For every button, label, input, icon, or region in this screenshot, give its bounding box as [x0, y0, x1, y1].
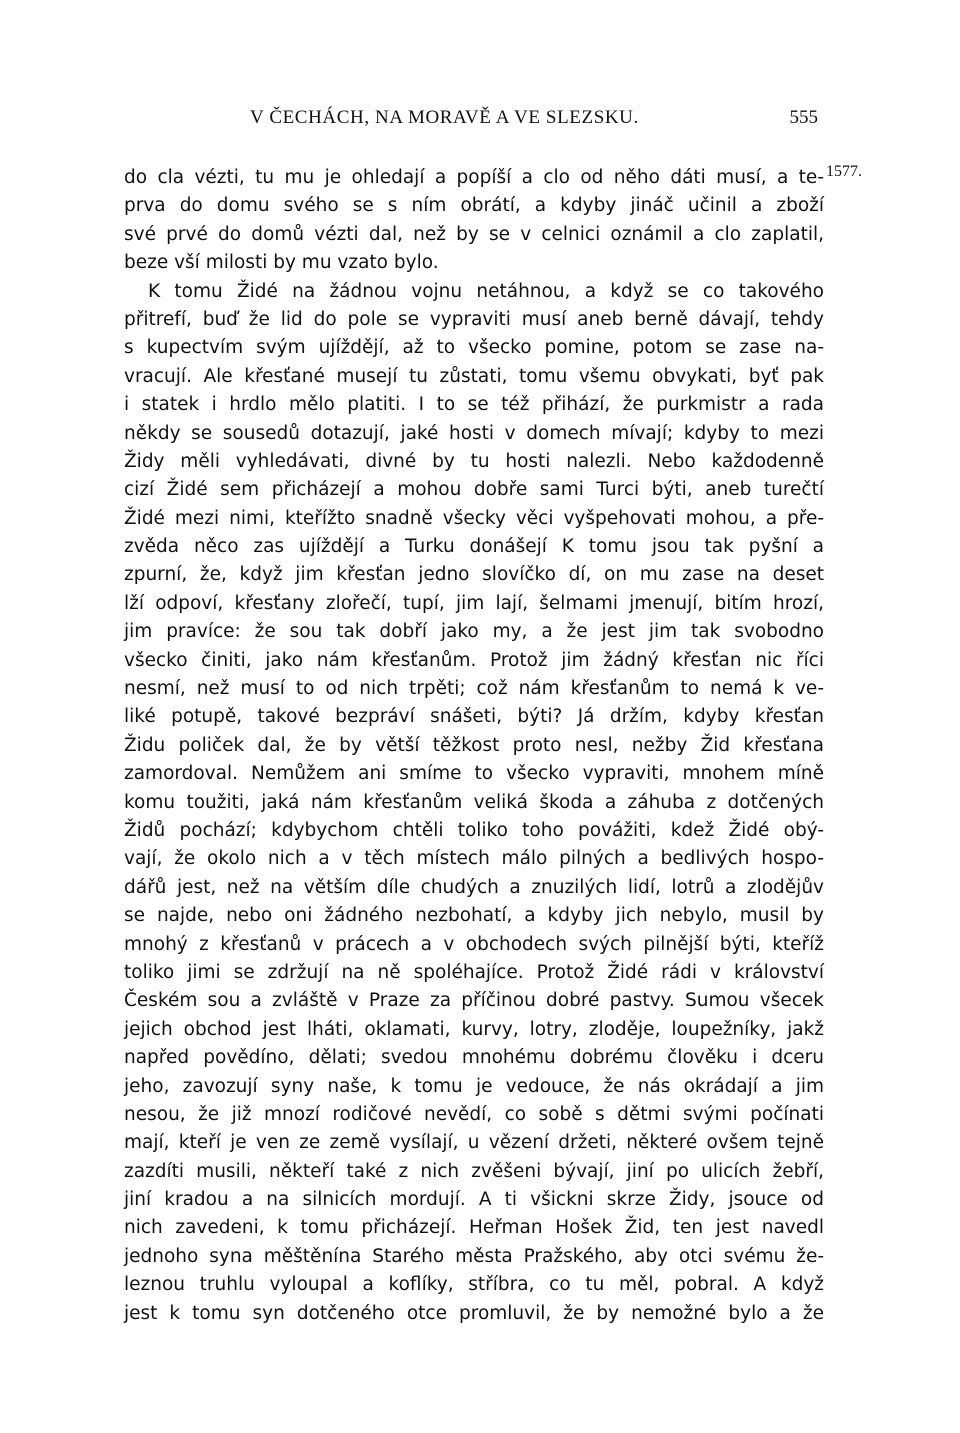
- text-line: zamordoval. Nemůžem ani smíme to všecko vypraviti, mnohem míně: [124, 763, 824, 785]
- running-head: [250, 107, 818, 137]
- text-line: jednoho syna měštěnína Starého města Pražského, aby otci svému že-: [124, 1245, 824, 1267]
- text-line: beze vší milosti by mu vzato bylo.: [124, 252, 439, 274]
- text-line: nesou, že již mnozí rodičové nevědí, co sobě s dětmi svými počínati: [124, 1103, 824, 1125]
- text-line: komu toužiti, jaká nám křesťanům veliká škoda a záhuba z dotčených: [124, 791, 824, 813]
- text-line: zpurní, že, když jim křesťan jedno slovíčko dí, on mu zase na deset: [124, 564, 824, 586]
- text-line: jim pravíce: že sou tak dobří jako my, a že jest jim tak svobodno: [124, 621, 824, 643]
- text-line: zazdíti musili, někteří také z nich zvěšeni bývají, jiní po ulicích žebří,: [124, 1160, 824, 1182]
- text-line: vracují. Ale křesťané musejí tu zůstati, tomu všemu obvykati, byť pak: [124, 365, 824, 387]
- text-line: toliko jimi se zdržují na ně spoléhajíce. Protož Židé rádi v království: [124, 961, 824, 983]
- text-line: do cla vézti, tu mu je ohledají a popíší a clo od něho dáti musí, a te-: [124, 167, 824, 188]
- text-line: cizí Židé sem přicházejí a mohou dobře sami Turci býti, aneb turečtí: [124, 479, 824, 501]
- text-line: leznou truhlu vyloupal a koflíky, stříbra, co tu měl, pobral. A když: [124, 1274, 824, 1296]
- running-title: V ČECHÁCH, NA MORAVĚ A VE SLEZSKU.: [250, 107, 639, 128]
- text-line: lží odpoví, křesťany zlořečí, tupí, jim lají, šelmami jmenují, bitím hrozí,: [124, 592, 824, 614]
- paragraph-2: [124, 278, 824, 1328]
- text-line: vají, že okolo nich a v těch místech málo pilných a bedlivých hospo-: [124, 848, 824, 870]
- text-line: se najde, nebo oni žádného nezbohatí, a kdyby jich nebylo, musil by: [124, 905, 824, 927]
- text-line: K tomu Židé na žádnou vojnu netáhnou, a když se co takového: [148, 280, 824, 302]
- text-line: nich zavedeni, k tomu přicházejí. Heřman Hošek Žid, ten jest navedl: [124, 1217, 824, 1239]
- text-line: Židu poliček dal, že by větší těžkost proto nesl, nežby Žid křesťana: [124, 734, 824, 756]
- page-number: 555: [789, 107, 818, 128]
- paragraph-1: [124, 164, 824, 278]
- body-text: [124, 164, 824, 1328]
- text-line: mají, kteří je ven ze země vysílají, u vězení držeti, některé ovšem tejně: [124, 1132, 824, 1154]
- text-line: Židy měli vyhledávati, divné by tu hosti nalezli. Nebo každodenně: [124, 450, 824, 472]
- text-line: přitrefí, buď že lid do pole se vypraviti musí aneb berně dávají, tehdy: [124, 308, 824, 330]
- text-line: Českém sou a zvláště v Praze za příčinou dobré pastvy. Sumou všecek: [124, 990, 824, 1012]
- text-line: prva do domu svého se s ním obrátí, a kdyby jináč učinil a zboží: [124, 195, 824, 217]
- text-line: i statek i hrdlo mělo platiti. I to se též přihází, že purkmistr a rada: [124, 394, 824, 416]
- text-line: jest k tomu syn dotčeného otce promluvil, že by nemožné bylo a že: [124, 1302, 824, 1324]
- text-line: mnohý z křesťanů v prácech a v obchodech svých pilnější býti, kteříž: [124, 933, 824, 955]
- text-line: liké potupě, takové bezpráví snášeti, býti? Já držím, kdyby křesťan: [124, 706, 824, 728]
- margin-year-note: 1577.: [826, 163, 862, 180]
- text-line: své prvé do domů vézti dal, než by se v celnici oznámil a clo zaplatil,: [124, 223, 824, 245]
- text-line: jeho, zavozují syny naše, k tomu je vedouce, že nás okrádají a jim: [124, 1075, 824, 1097]
- text-line: zvěda něco zas ujíždějí a Turku donášejí K tomu jsou tak pyšní a: [124, 536, 824, 558]
- text-line: nesmí, než musí to od nich trpěti; což nám křesťanům to nemá k ve-: [124, 678, 824, 700]
- text-line: někdy se sousedů dotazují, jaké hosti v domech mívají; kdyby to mezi: [124, 422, 824, 444]
- text-line: Židů pochází; kdybychom chtěli toliko toho povážiti, kdež Židé obý-: [124, 819, 824, 841]
- text-line: napřed povědíno, dělati; svedou mnohému dobrému člověku i dceru: [124, 1047, 824, 1069]
- text-line: dářů jest, než na větším díle chudých a znuzilých lidí, lotrů a zlodějův: [124, 876, 824, 898]
- text-line: s kupectvím svým ujíždějí, až to všecko pomine, potom se zase na-: [124, 337, 824, 359]
- text-line: Židé mezi nimi, kteřížto snadně všecky věci vyšpehovati mohou, a pře-: [124, 507, 824, 529]
- text-line: jiní kradou a na silnicích mordují. A ti všickni skrze Židy, jsouce od: [124, 1189, 824, 1211]
- text-line: všecko činiti, jako nám křesťanům. Protož jim žádný křesťan nic říci: [124, 649, 824, 671]
- text-line: jejich obchod jest lháti, oklamati, kurvy, lotry, zloděje, loupežníky, jakž: [124, 1018, 824, 1040]
